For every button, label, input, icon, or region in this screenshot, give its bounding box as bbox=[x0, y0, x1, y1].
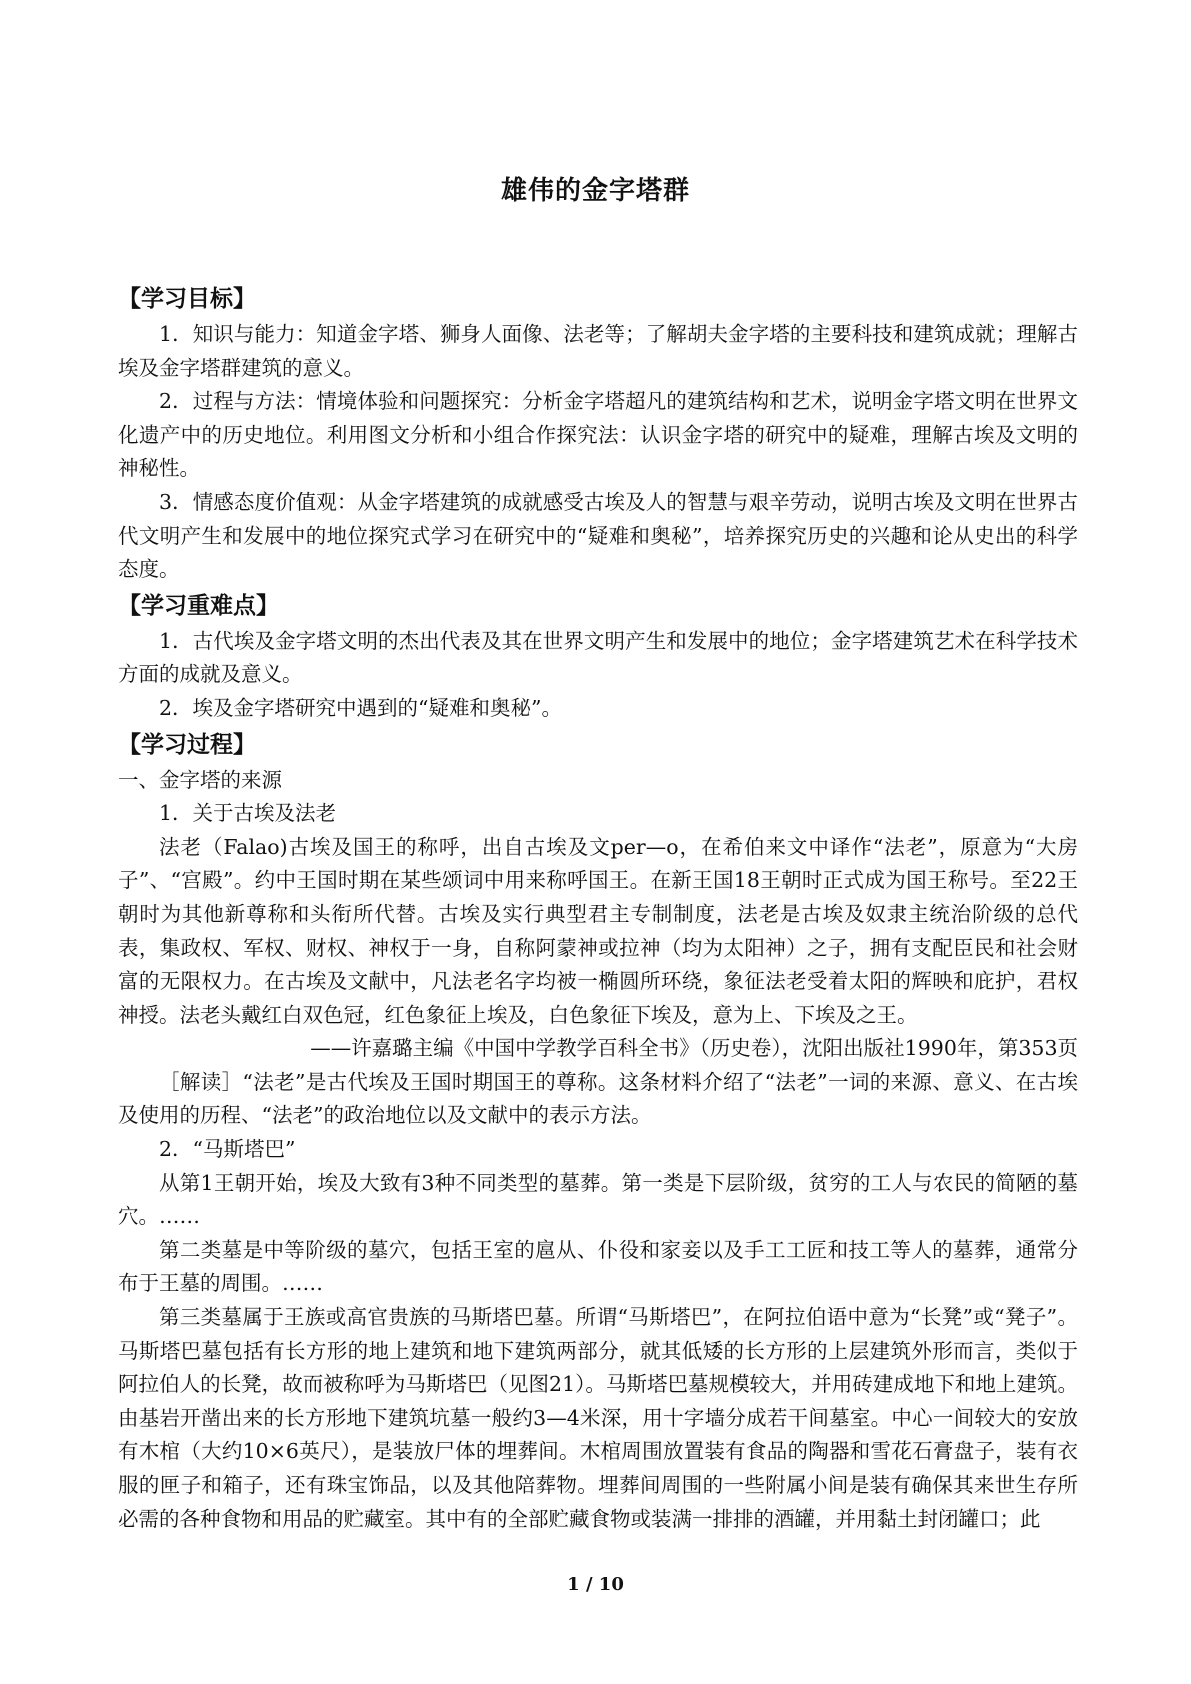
section-heading-goals: 【学习目标】 bbox=[118, 286, 256, 312]
mastaba-paragraph-3: 第三类墓属于王族或高官贵族的马斯塔巴墓。所谓“马斯塔巴”，在阿拉伯语中意为“长凳”或“凳子”。马斯塔巴墓包括有长方形的地上建筑和地下建筑两部分，就其低矮的长方形的上层建筑外形而言，类似于阿拉伯人的长凳，故而被称呼为马斯塔巴（见图21）。马斯塔巴墓规模较大，并用砖建成地下和地上建筑。由基岩开凿出来的长方形地下建筑坑墓一般约3—4米深，用十字墙分成若干间墓室。中心一间较大的安放有木棺（大约10×6英尺），是装放尸体的埋葬间。木棺周围放置装有食品的陶器和雪花石膏盘子，装有衣服的匣子和箱子，还有珠宝饰品，以及其他陪葬物。埋葬间周围的一些附属小间是装有确保其来世生存所必需的各种食物和用品的贮藏室。其中有的全部贮藏食物或装满一排排的酒罐，并用黏土封闭罐口；此 bbox=[118, 1305, 1078, 1531]
keypoints-paragraph-1: 1．古代埃及金字塔文明的杰出代表及其在世界文明产生和发展中的地位；金字塔建筑艺术在科学技术方面的成就及意义。 bbox=[118, 628, 1078, 687]
keypoints-paragraph-2: 2．埃及金字塔研究中遇到的“疑难和奥秘”。 bbox=[159, 695, 563, 720]
section-heading-process: 【学习过程】 bbox=[118, 731, 256, 758]
page-number: 1 / 10 bbox=[567, 1574, 624, 1595]
item-title-pharaoh: 1．关于古埃及法老 bbox=[159, 801, 337, 826]
subsection-title-origin: 一、金字塔的来源 bbox=[118, 767, 282, 792]
mastaba-paragraph-2: 第二类墓是中等阶级的墓穴，包括王室的扈从、仆役和家妾以及手工工匠和技工等人的墓葬，通常分布于王墓的周围。…… bbox=[118, 1237, 1078, 1296]
page-title: 雄伟的金字塔群 bbox=[500, 176, 690, 206]
goals-paragraph-1: 1．知识与能力：知道金字塔、狮身人面像、法老等；了解胡夫金字塔的主要科技和建筑成就；理解古埃及金字塔群建筑的意义。 bbox=[118, 322, 1078, 380]
interpretation-paragraph: ［解读］“法老”是古代埃及王国时期国王的尊称。这条材料介绍了“法老”一词的来源、意义、在古埃及使用的历程、“法老”的政治地位以及文献中的表示方法。 bbox=[118, 1069, 1078, 1128]
document-body bbox=[118, 280, 1078, 1536]
goals-paragraph-2: 2．过程与方法：情境体验和问题探究：分析金字塔超凡的建筑结构和艺术，说明金字塔文明在世界文化遗产中的历史地位。利用图文分析和小组合作探究法：认识金字塔的研究中的疑难，理解古埃及文明的神秘性。 bbox=[118, 389, 1078, 481]
section-heading-keypoints: 【学习重难点】 bbox=[118, 592, 279, 619]
mastaba-paragraph-1: 从第1王朝开始，埃及大致有3种不同类型的墓葬。第一类是下层阶级，贫穷的工人与农民的简陋的墓穴。…… bbox=[118, 1170, 1078, 1229]
pharaoh-paragraph: 法老（Falao)古埃及国王的称呼，出自古埃及文per—o，在希伯来文中译作“法老”，原意为“大房子”、“宫殿”。约中王国时期在某些颂词中用来称呼国王。在新王国18王朝时正式成为国王称号。至22王朝时为其他新尊称和头衔所代替。古埃及实行典型君主专制制度，法老是古埃及奴隶主统治阶级的总代表，集政权、军权、财权、神权于一身，自称阿蒙神或拉神（均为太阳神）之子，拥有支配臣民和社会财富的无限权力。在古埃及文献中，凡法老名字均被一椭圆所环绕，象征法老受着太阳的辉映和庇护，君权神授。法老头戴红白双色冠，红色象征上埃及，白色象征下埃及，意为上、下埃及之王。 bbox=[118, 834, 1078, 1027]
item-title-mastaba: 2．“马斯塔巴” bbox=[159, 1137, 296, 1162]
citation-line: ——许嘉璐主编《中国中学教学百科全书》（历史卷），沈阳出版社1990年，第353页 bbox=[310, 1036, 1078, 1061]
goals-paragraph-3: 3．情感态度价值观：从金字塔建筑的成就感受古埃及人的智慧与艰辛劳动，说明古埃及文明在世界古代文明产生和发展中的地位探究式学习在研究中的“疑难和奥秘”，培养探究历史的兴趣和论从史出的科学态度。 bbox=[118, 489, 1078, 582]
